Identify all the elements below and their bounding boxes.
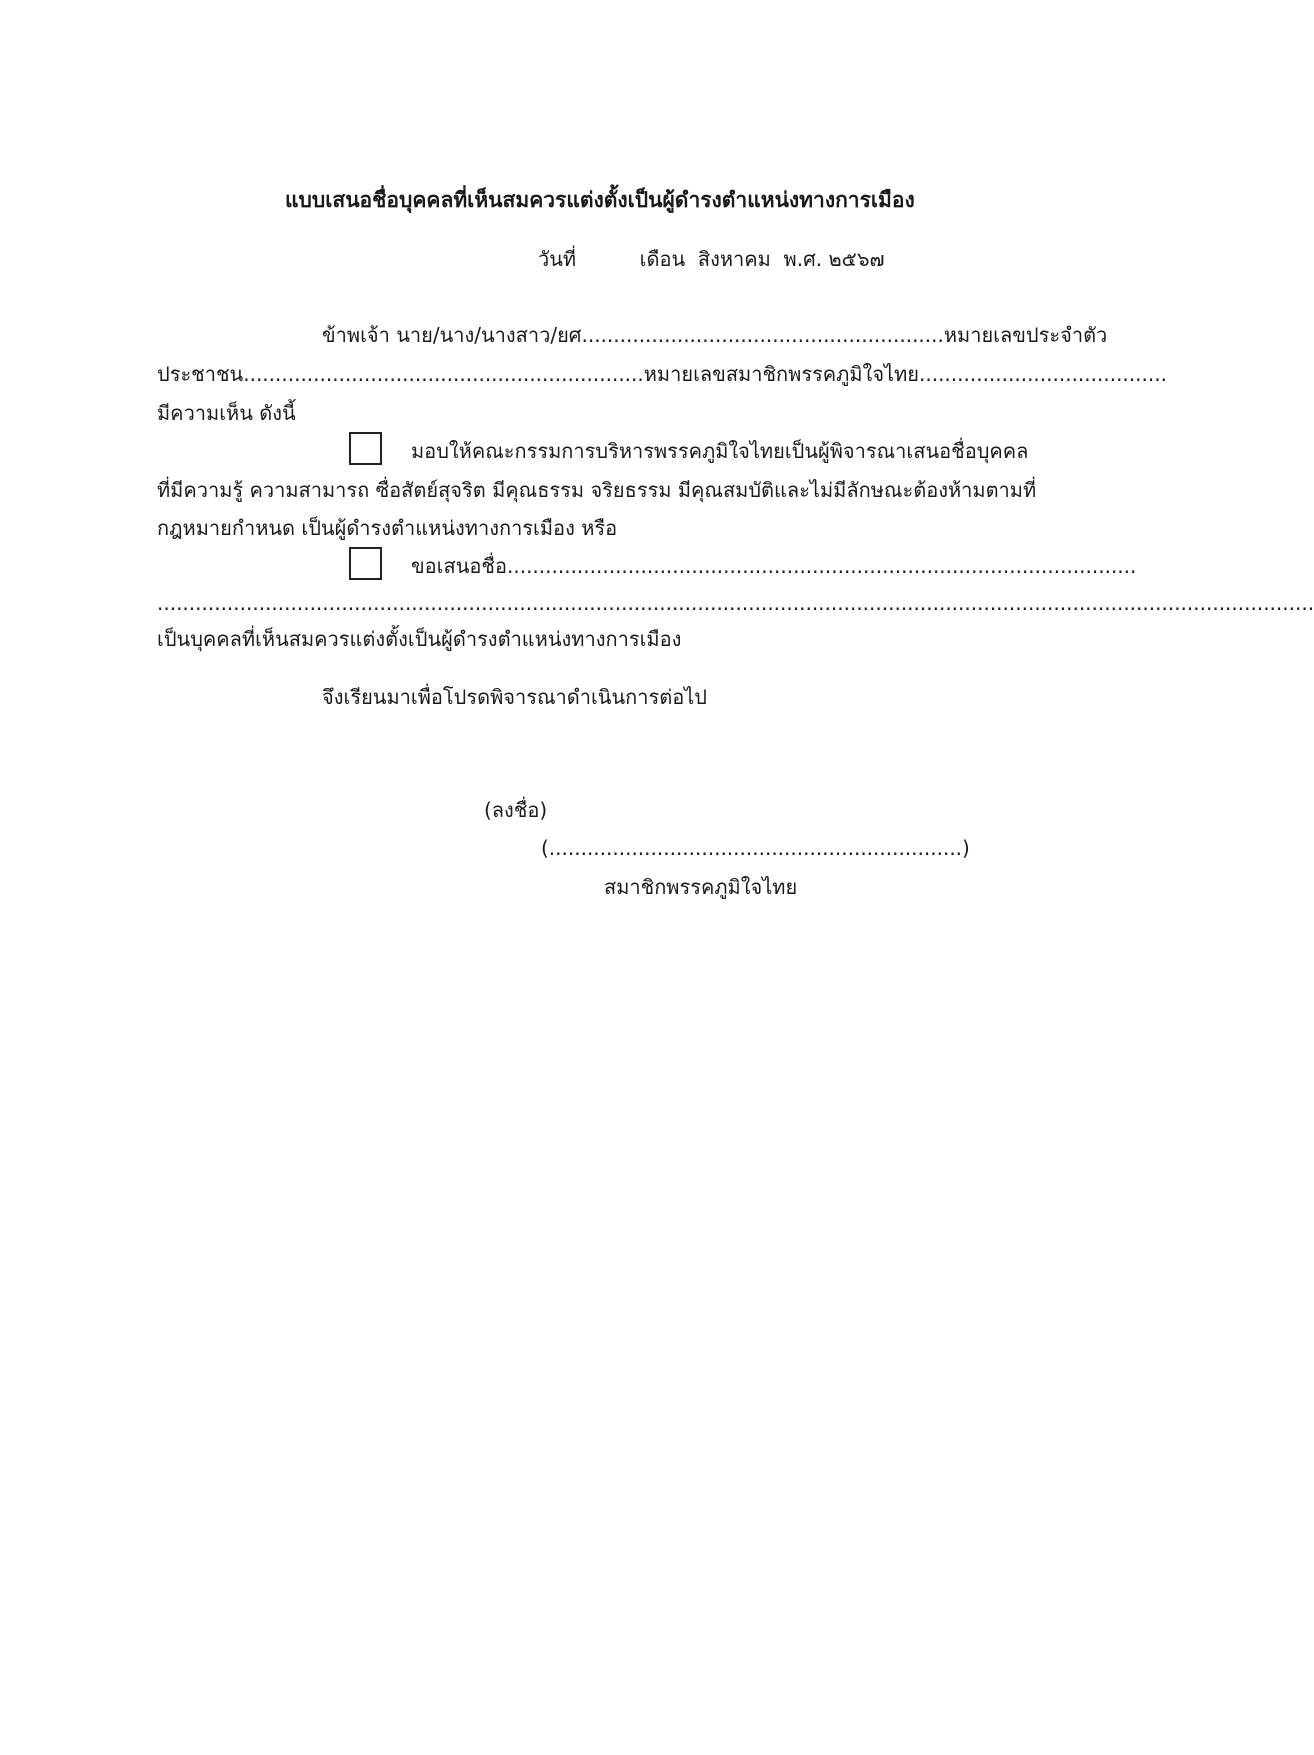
option-2-checkbox[interactable] <box>349 547 382 580</box>
citizen-id-line: ประชาชน...............................................................หมายเลขสมาชิกพรรคภูมิใจไทย....................................... <box>157 362 1167 386</box>
option-1-text: มอบให้คณะกรรมการบริหารพรรคภูมิใจไทยเป็นผู้พิจารณาเสนอชื่อบุคคล <box>411 439 1029 463</box>
option-2-nominee-line: ขอเสนอชื่อ................................................................................................... <box>411 554 1137 578</box>
declarant-line: ข้าพเจ้า นาย/นาง/นางสาว/ยศ.........................................................หมายเลขประจำตัว <box>322 323 1108 347</box>
option-1-continuation-2: กฎหมายกำหนด เป็นผู้ดำรงตำแหน่งทางการเมือง หรือ <box>157 516 618 540</box>
nominee-dotted-line: ...................................................................................................................................................................................... <box>157 591 1314 615</box>
signature-label: (ลงชื่อ) <box>484 798 548 822</box>
document-title: แบบเสนอชื่อบุคคลที่เห็นสมควรแต่งตั้งเป็นผู้ดำรงตำแหน่งทางการเมือง <box>285 188 915 212</box>
opinion-label: มีความเห็น ดังนี้ <box>157 401 296 425</box>
signature-role: สมาชิกพรรคภูมิใจไทย <box>604 875 798 899</box>
closing-statement: จึงเรียนมาเพื่อโปรดพิจารณาดำเนินการต่อไป <box>322 685 707 709</box>
option-1-continuation-1: ที่มีความรู้ ความสามารถ ซื่อสัตย์สุจริต มีคุณธรรม จริยธรรม มีคุณสมบัติและไม่มีลักษณะต้องห้ามตามที่ <box>157 478 1037 502</box>
signature-name-line: (.................................................................) <box>541 836 970 860</box>
option-1-checkbox[interactable] <box>349 432 382 465</box>
appointment-statement: เป็นบุคคลที่เห็นสมควรแต่งตั้งเป็นผู้ดำรงตำแหน่งทางการเมือง <box>157 627 682 651</box>
date-line: วันที่ เดือน สิงหาคม พ.ศ. ๒๕๖๗ <box>538 247 885 271</box>
